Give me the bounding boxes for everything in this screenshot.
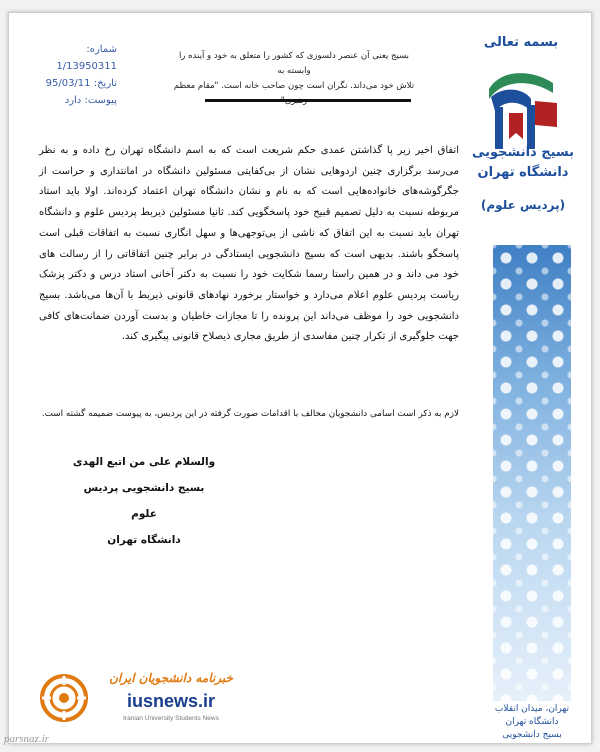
bismillah-text: بسمه تعالی — [483, 35, 559, 50]
address-line-2: دانشگاه تهران — [505, 717, 559, 727]
header-divider — [205, 99, 411, 102]
number-row — [37, 41, 117, 75]
number-label: شماره: — [86, 44, 117, 55]
number-value: 1/13950311 — [56, 61, 117, 72]
letter-body: اتفاق اخیر زیر پا گذاشتن عمدی حکم شریعت است که به اسم دانشگاه تهران رخ داده و به نظر می‌رسد برگزاری چنین اردوهایی نشان از بی‌کفایتی مسئولین دانشگاه در امانتداری و حراست از جگرگوشه‌های خانواده‌هایی است که به نام و نشان دانشگاه تهران اعتماد کرده‌اند. اولا باید استاد مربوطه نسبت به دلیل تصمیم قبیح خود پاسخگویی کند. ثانیا مسئولین ذیربط پردیس علوم و دانشگاه تهران باید نسبت به این اتفاق که ناشی از بی‌توجهی‌ها و سهل انگاری نسبت به اتفاقات قبلی است پاسخگو باشند. بدیهی است که بسیج دانشجویی ایستادگی در برابر چنین اتفاقاتی را از رسالت های خود می داند و در همین راستا رسما شکایت خود را نسبت به دکتر آخانی استاد درس و دکتر پزشک ریاست پردیس علوم اعلام می‌دارد و خواستار برخورد نهادهای قانونی ذیربط با آن‌ها می‌باشد. بسیج دانشجویی خود را موظف می‌داند این پرونده را تا مجازات خاطیان و بدست آوردن ضمانت‌های کافی جهت جلوگیری از تکرار چنین مفاسدی از طریق مجاری ذیصلاح قانونی پیگیری کند. — [39, 145, 459, 343]
watermark: parsnaz.ir — [4, 733, 49, 745]
quote-line-2: تلاش خود می‌داند. نگران است چون صاحب خانه است. "مقام معظم — [173, 81, 415, 91]
date-label: تاریخ: — [93, 78, 117, 89]
quote-line-1: بسیج یعنی آن عنصر دلسوزی که کشور را متعلق به خود و آینده را وابسته به — [178, 51, 410, 76]
address-block — [487, 703, 577, 742]
closing-line: والسلام علی من اتبع الهدی — [72, 456, 216, 468]
date-row — [37, 75, 117, 92]
news-subtitle: Iranian University Students News — [123, 715, 219, 722]
org-line-2: دانشگاه تهران — [477, 165, 569, 180]
letter-meta — [37, 41, 117, 109]
sun-emblem-icon — [39, 673, 89, 723]
date-value: 95/03/11 — [45, 78, 91, 89]
campus-label: (پردیس علوم) — [480, 198, 566, 212]
attachment-label: پیوست: — [84, 95, 117, 106]
letter-page — [8, 12, 592, 744]
address-line-3: بسیج دانشجویی — [502, 730, 562, 740]
org-title-block — [461, 143, 585, 215]
news-title: خبرنامه دانشجویان ایران — [109, 671, 233, 685]
attachment-value: دارد — [64, 95, 82, 106]
address-line-1: تهران، میدان انقلاب — [494, 704, 570, 714]
attachment-note: لازم به ذکر است اسامی دانشجویان مخالف با اقدامات صورت گرفته در این پردیس، به پیوست ضمیمه گشته است. — [41, 409, 459, 419]
org-line-1: بسیج دانشجویی — [471, 145, 575, 160]
decorative-pattern-strip — [493, 245, 571, 701]
iusnews-logo — [39, 669, 239, 729]
basij-logo — [461, 35, 581, 155]
signer-org: بسیج دانشجویی پردیس علوم — [83, 482, 205, 520]
signature-block — [69, 449, 219, 553]
attachment-row — [37, 92, 117, 109]
news-url: iusnews.ir — [126, 691, 216, 711]
signer-university: دانشگاه تهران — [107, 534, 181, 546]
